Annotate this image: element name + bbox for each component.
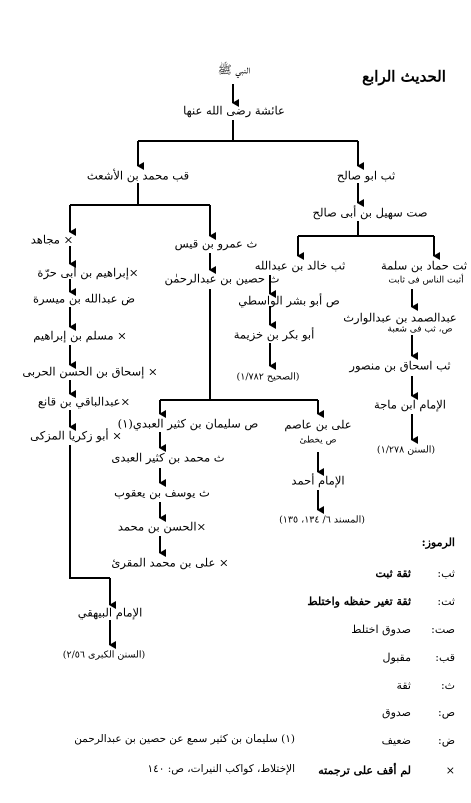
legend-key: ×: [445, 764, 455, 777]
legend-value: ثقة تغير حفظه واختلط: [307, 595, 411, 608]
node-bayhaqi: الإمام البيهقي: [77, 605, 143, 620]
node-muhammad-ibn-ashath: قب محمد بن الأشعث: [86, 168, 190, 183]
line-abuzakariya-down: [70, 445, 110, 578]
node-hammad-note: أثبت الناس فى ثابت: [388, 275, 464, 286]
node-ibn-khuzaymah: أبو بكر بن خزيمة: [233, 327, 315, 342]
node-suhail: صت سهيل بن أبى صالح: [312, 205, 428, 220]
node-ishaq-mansur: ثب اسحاق بن منصور: [349, 358, 451, 373]
legend-key: ث:: [440, 679, 455, 692]
node-abd-baqi: ×عبدالباقي بن قانع: [37, 394, 131, 409]
node-hammad: ثت حماد بن سلمة: [380, 258, 468, 273]
page-heading: الحديث الرابع: [362, 67, 446, 86]
node-amr-qays: ث عمرو بن قيس: [174, 236, 258, 251]
node-mujahid: × مجاهد: [30, 232, 74, 247]
legend-value: ثقة: [396, 679, 411, 692]
node-abdullah-maysara: ض عبدالله بن ميسرة: [32, 291, 136, 306]
node-muslim: × مسلم بن إبراهيم: [33, 328, 127, 343]
footnote-sulayman: (١) سليمان بن كثير سمع عن حصين بن عبدالرحمن: [74, 733, 295, 745]
legend-key: ثت:: [437, 595, 455, 608]
node-abu-zakariya: × أبو زكريا المزكى: [30, 428, 122, 443]
node-ref-sahih: (الصحيح ١/٧٨٢): [236, 371, 300, 383]
node-ali-asim: على بن عاصم: [284, 417, 352, 432]
node-ibrahim: ×إبراهيم بن أبى حرّة: [37, 265, 139, 280]
node-imam-ahmad: الإمام أحمد: [291, 473, 345, 488]
node-abu-bishr: ص أبو بشر الواسطي: [238, 293, 340, 308]
legend-key: صت:: [431, 623, 455, 636]
node-aisha: عائشة رضى الله عنها: [183, 103, 285, 118]
node-ali-muqri: × على بن محمد المقرئ: [111, 555, 229, 570]
legend-title: الرموز:: [421, 536, 455, 549]
node-prophet: النبي ﷺ: [217, 62, 251, 77]
node-khalid: ثب خالد بن عبدالله: [254, 258, 346, 273]
node-hasan: ×الحسن بن محمد: [117, 519, 207, 534]
node-abd-samad-note: ص، ثب فى شعبة: [387, 324, 453, 335]
legend-value: ضعيف: [381, 734, 411, 747]
node-ref-musnad: (المسند ٦/ ١٣٤، ١٣٥): [279, 514, 365, 526]
node-husayn: ث حصين بن عبدالرحمٰن: [164, 271, 280, 286]
legend-key: قب:: [435, 651, 455, 664]
node-ishaq-harbi: × إسحاق بن الحسن الحربى: [22, 364, 158, 379]
legend-value: صدوق: [382, 706, 411, 719]
node-abd-samad: عبدالصمد بن عبدالوارث: [343, 310, 457, 325]
footnote-source: الإختلاط، كواكب النيرات، ص: ١٤٠: [147, 763, 295, 775]
legend-key: ثب:: [437, 567, 455, 580]
node-sulayman: ص سليمان بن كثير العبدي(١): [117, 416, 259, 431]
legend-value: مقبول: [382, 651, 411, 664]
legend-value: لم أقف على ترجمته: [318, 764, 411, 777]
node-ali-asim-note: ص يخطئ: [299, 435, 337, 446]
legend-key: ص:: [437, 706, 455, 719]
node-yusuf: ث يوسف بن يعقوب: [114, 485, 210, 500]
node-muhammad-kathir: ث محمد بن كثير العبدى: [111, 450, 225, 465]
legend-value: صدوق اختلط: [351, 623, 411, 636]
node-ibn-majah: الإمام ابن ماجة: [374, 397, 446, 412]
legend-value: ثقة ثبت: [375, 567, 411, 580]
legend-key: ض:: [437, 734, 455, 747]
node-abu-salih: ثب ابو صالح: [336, 168, 396, 183]
node-ref-sunan: (السنن ١/٢٧٨): [376, 444, 436, 456]
node-ref-kubra: (السنن الكبرى ٢/٥٦): [62, 649, 146, 661]
